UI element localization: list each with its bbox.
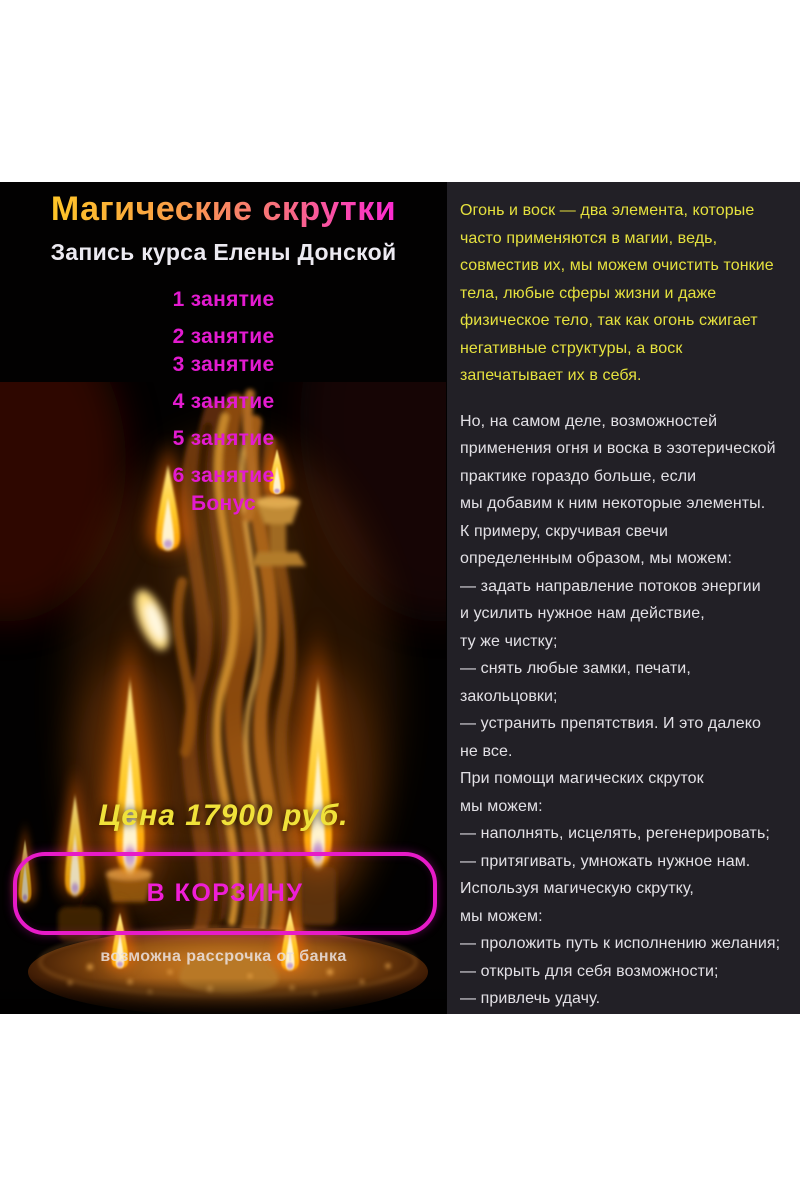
- lesson-item-5: 5 занятие: [172, 427, 275, 450]
- lesson-item-2: 2 занятие: [172, 325, 275, 348]
- course-title: Магические скрутки: [0, 190, 447, 229]
- promo-panel: [0, 182, 447, 1014]
- lesson-item-3: 3 занятие: [172, 353, 275, 376]
- course-subtitle: Запись курса Елены Донской: [50, 239, 397, 265]
- lesson-item-1: 1 занятие: [172, 288, 275, 311]
- installment-note: возможна рассрочка от банка: [100, 948, 347, 965]
- description-paragraph-fire-wax: Огонь и воск — два элемента, которые часто применяются в магии, ведь, совместив их, мы можем очистить тонкие тела, любые сферы жизни и даже физическое тело, так как огонь сжигает негативные структуры, а воск запечатывает их в себя.: [460, 202, 774, 384]
- lesson-item-4: 4 занятие: [172, 390, 275, 413]
- price-label: Цена 17900 руб.: [98, 799, 349, 832]
- description-paragraph-possibilities: Но, на самом деле, возможностей применения огня и воска в эзотерической практике гораздо больше, если мы добавим к ним некоторые элементы. К примеру, скручивая свечи определенным образом, мы можем: — задать направление потоков энергии и усилить нужное нам действие, ту же чистку; — снять любые замки, печати, закольцовки; — устранить препятствия. И это далеко не все. При помощи магических скруток мы можем: — наполнять, исцелять, регенерировать; — притягивать, умножать нужное нам. Используя магическую скрутку, мы можем: — проложить путь к исполнению желания; — открыть для себя возможности; — привлечь удачу.: [460, 412, 781, 1007]
- lesson-item-6: 6 занятие: [172, 464, 275, 487]
- lesson-item-bonus: Бонус: [191, 492, 256, 515]
- add-to-cart-label: В КОРЗИНУ: [146, 879, 304, 907]
- add-to-cart-button[interactable]: [13, 852, 437, 935]
- lesson-list: [0, 288, 447, 516]
- product-banner: [0, 182, 800, 1014]
- description-panel: [447, 182, 800, 1014]
